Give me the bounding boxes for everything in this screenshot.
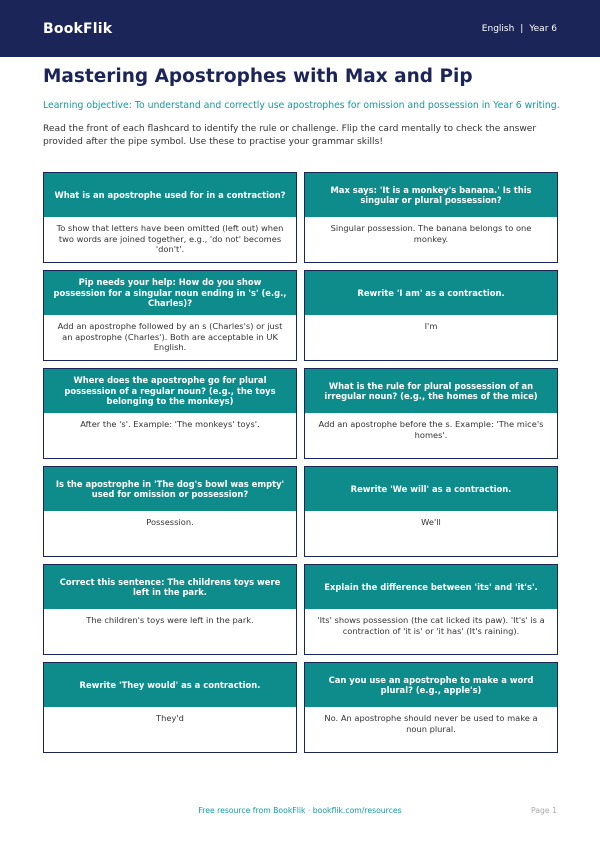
flashcard	[304, 172, 558, 263]
flashcard-back: No. An apostrophe should never be used to make a noun plural.	[305, 707, 557, 752]
header-meta	[482, 24, 557, 34]
flashcard-front: Correct this sentence: The childrens toys were left in the park.	[44, 565, 296, 609]
subject-label: English	[481, 23, 515, 34]
flashcard-front: Rewrite 'They would' as a contraction.	[44, 663, 296, 707]
flashcard-back: I'm	[305, 315, 557, 360]
page-header	[0, 0, 600, 57]
brand-logo[interactable]: BookFlik	[43, 20, 113, 37]
flashcard-front: Where does the apostrophe go for plural possession of a regular noun? (e.g., the toys belonging to the monkeys)	[44, 369, 296, 413]
flashcard	[304, 368, 558, 459]
page-title: Mastering Apostrophes with Max and Pip	[43, 66, 473, 87]
flashcard	[304, 662, 558, 753]
flashcard-back: 'Its' shows possession (the cat licked its paw). 'It's' is a contraction of 'it is' or 'it has' (It's raining).	[305, 609, 557, 654]
meta-separator: |	[520, 23, 524, 34]
flashcard	[304, 466, 558, 557]
learning-objective: Learning objective: To understand and correctly use apostrophes for omission and possession in Year 6 writing.	[43, 100, 560, 111]
flashcard	[43, 368, 297, 459]
flashcard-front: Rewrite 'I am' as a contraction.	[305, 271, 557, 315]
flashcard	[43, 172, 297, 263]
page-footer	[0, 806, 600, 820]
flashcard	[304, 564, 558, 655]
flashcard-front: Explain the difference between 'its' and 'it's'.	[305, 565, 557, 609]
year-label: Year 6	[529, 23, 557, 34]
flashcard-front: Max says: 'It is a monkey's banana.' Is this singular or plural possession?	[305, 173, 557, 217]
flashcard-front: Is the apostrophe in 'The dog's bowl was empty' used for omission or possession?	[44, 467, 296, 511]
flashcard-back: After the 's'. Example: 'The monkeys' toys'.	[44, 413, 296, 458]
flashcard	[43, 466, 297, 557]
flashcard-front: Rewrite 'We will' as a contraction.	[305, 467, 557, 511]
flashcard-back: Possession.	[44, 511, 296, 556]
flashcard-front: What is the rule for plural possession of an irregular noun? (e.g., the homes of the mice)	[305, 369, 557, 413]
flashcard-front: What is an apostrophe used for in a contraction?	[44, 173, 296, 217]
flashcard-back: We'll	[305, 511, 557, 556]
footer-link[interactable]: Free resource from BookFlik · bookflik.com/resources	[198, 806, 402, 815]
flashcard-back: To show that letters have been omitted (left out) when two words are joined together, e.g., 'do not' becomes 'don't'.	[44, 217, 296, 262]
page-number: Page 1	[531, 806, 557, 815]
flashcard	[43, 564, 297, 655]
flashcard-front: Pip needs your help: How do you show possession for a singular noun ending in 's' (e.g., Charles)?	[44, 271, 296, 315]
flashcard-back: Singular possession. The banana belongs to one monkey.	[305, 217, 557, 262]
flashcard-back: They'd	[44, 707, 296, 752]
flashcard	[43, 662, 297, 753]
flashcard	[43, 270, 297, 361]
flashcard-back: Add an apostrophe followed by an s (Charles's) or just an apostrophe (Charles'). Both are acceptable in UK English.	[44, 315, 296, 360]
flashcard-front: Can you use an apostrophe to make a word plural? (e.g., apple's)	[305, 663, 557, 707]
flashcard-back: The children's toys were left in the park.	[44, 609, 296, 654]
intro-text: Read the front of each flashcard to identify the rule or challenge. Flip the card mentally to check the answer provided after the pipe symbol. Use these to practise your grammar skills!	[43, 124, 537, 148]
flashcard-back: Add an apostrophe before the s. Example: 'The mice's homes'.	[305, 413, 557, 458]
flashcard	[304, 270, 558, 361]
